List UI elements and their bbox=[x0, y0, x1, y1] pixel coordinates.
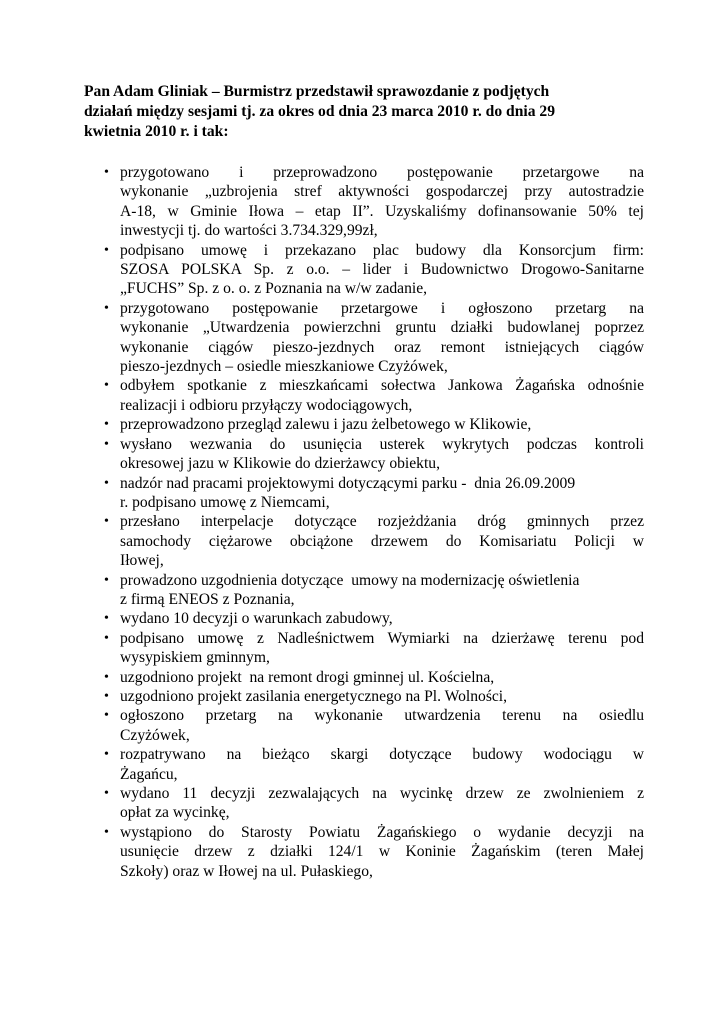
bullet-icon: • bbox=[104, 747, 109, 763]
item-line: Iłowej, bbox=[120, 552, 164, 570]
item-line: uzgodniono projekt zasilania energetycznego na Pl. Wolności, bbox=[120, 687, 508, 705]
item-line: wystąpiono do Starosty Powiatu Żagańskiego o wydanie decyzji na bbox=[120, 823, 644, 841]
bullet-icon: • bbox=[104, 300, 109, 316]
item-line: uzgodniono projekt na remont drogi gminnej ul. Kościelna, bbox=[120, 668, 495, 686]
item-line: Czyżówek, bbox=[120, 726, 190, 744]
item-line: wykonanie ciągów pieszo-jezdnych oraz remont istniejących ciągów bbox=[120, 338, 644, 356]
item-line: wykonanie „Utwardzenia powierzchni gruntu działki budowlanej poprzez bbox=[120, 319, 644, 337]
item-line: rozpatrywano na bieżąco skargi dotyczące budowy wodociągu w bbox=[120, 746, 644, 764]
item-line: pieszo-jezdnych – osiedle mieszkaniowe Czyżówek, bbox=[120, 358, 448, 376]
item-line: SZOSA POLSKA Sp. z o.o. – lider i Budownictwo Drogowo-Sanitarne bbox=[120, 261, 644, 279]
list-item bbox=[100, 376, 644, 415]
list-item bbox=[100, 512, 644, 570]
bullet-icon: • bbox=[104, 436, 109, 452]
report-heading bbox=[84, 82, 644, 142]
item-line: realizacji i odbioru przyłączy wodociągowych, bbox=[120, 396, 413, 414]
list-item bbox=[100, 609, 644, 628]
list-item bbox=[100, 745, 644, 784]
heading-line: kwietnia 2010 r. i tak: bbox=[84, 123, 229, 140]
bullet-icon: • bbox=[104, 572, 109, 588]
heading-line: Pan Adam Gliniak – Burmistrz przedstawił sprawozdanie z podjętych bbox=[84, 83, 550, 100]
item-line: wykonanie „uzbrojenia stref aktywności gospodarczej przy autostradzie bbox=[120, 183, 644, 201]
item-line: z firmą ENEOS z Poznania, bbox=[120, 590, 295, 608]
bullet-icon: • bbox=[104, 475, 109, 491]
item-line: przesłano interpelacje dotyczące rozjeżdżania dróg gminnych przez bbox=[120, 513, 644, 531]
item-line: ogłoszono przetarg na wykonanie utwardzenia terenu na osiedlu bbox=[120, 707, 644, 725]
list-item bbox=[100, 241, 644, 299]
activity-list bbox=[100, 163, 644, 881]
bullet-icon: • bbox=[104, 708, 109, 724]
item-line: r. podpisano umowę z Niemcami, bbox=[120, 493, 330, 511]
list-item bbox=[100, 687, 644, 706]
item-line: przygotowano postępowanie przetargowe i ogłoszono przetarg na bbox=[120, 299, 644, 317]
list-item bbox=[100, 435, 644, 474]
item-line: „FUCHS” Sp. z o. o. z Poznania na w/w zadanie, bbox=[120, 280, 428, 298]
item-line: prowadzono uzgodnienia dotyczące umowy na modernizację oświetlenia bbox=[120, 571, 580, 589]
item-line: Żagańcu, bbox=[120, 765, 178, 783]
item-line: wydano 11 decyzji zezwalających na wycinkę drzew ze zwolnieniem z bbox=[120, 785, 644, 802]
bullet-icon: • bbox=[104, 165, 109, 180]
item-line: podpisano umowę z Nadleśnictwem Wymiarki na dzierżawę terenu pod bbox=[120, 629, 644, 647]
bullet-icon: • bbox=[104, 786, 109, 801]
bullet-icon: • bbox=[104, 242, 109, 258]
list-item bbox=[100, 784, 644, 823]
list-item bbox=[100, 629, 644, 668]
list-item bbox=[100, 474, 644, 513]
item-line: A-18, w Gminie Iłowa – etap II”. Uzyskaliśmy dofinansowanie 50% tej bbox=[120, 202, 644, 220]
item-line: okresowej jazu w Klikowie do dzierżawcy obiektu, bbox=[120, 455, 440, 473]
list-item bbox=[100, 823, 644, 881]
list-item bbox=[100, 706, 644, 745]
item-line: przeprowadzono przegląd zalewu i jazu żelbetowego w Klikowie, bbox=[120, 416, 532, 434]
item-line: opłat za wycinkę, bbox=[120, 804, 230, 822]
bullet-icon: • bbox=[104, 669, 109, 685]
list-item bbox=[100, 299, 644, 377]
bullet-icon: • bbox=[104, 514, 109, 530]
heading-line: działań między sesjami tj. za okres od dnia 23 marca 2010 r. do dnia 29 bbox=[84, 103, 556, 120]
item-line: nadzór nad pracami projektowymi dotyczącymi parku - dnia 26.09.2009 bbox=[120, 474, 576, 492]
item-line: odbyłem spotkanie z mieszkańcami sołectwa Jankowa Żagańska odnośnie bbox=[120, 377, 644, 395]
bullet-icon: • bbox=[104, 630, 109, 646]
bullet-icon: • bbox=[104, 417, 109, 433]
item-line: wydano 10 decyzji o warunkach zabudowy, bbox=[120, 610, 393, 628]
bullet-icon: • bbox=[104, 611, 109, 627]
list-item bbox=[100, 163, 644, 241]
item-line: wysypiskiem gminnym, bbox=[120, 649, 270, 667]
list-item bbox=[100, 571, 644, 610]
bullet-icon: • bbox=[104, 688, 109, 704]
item-line: podpisano umowę i przekazano plac budowy dla Konsorcjum firm: bbox=[120, 241, 644, 259]
item-line: Szkoły) oraz w Iłowej na ul. Pułaskiego, bbox=[120, 862, 373, 880]
item-line: inwestycji tj. do wartości 3.734.329,99zł, bbox=[120, 222, 378, 240]
bullet-icon: • bbox=[104, 824, 109, 840]
bullet-icon: • bbox=[104, 378, 109, 394]
item-line: wysłano wezwania do usunięcia usterek wykrytych podczas kontroli bbox=[120, 435, 644, 453]
item-line: przygotowano i przeprowadzono postępowanie przetargowe na bbox=[120, 164, 644, 181]
list-item bbox=[100, 415, 644, 434]
list-item bbox=[100, 668, 644, 687]
item-line: usunięcie drzew z działki 124/1 w Koninie Żagańskim (teren Małej bbox=[120, 843, 644, 861]
item-line: samochody ciężarowe obciążone drzewem do Komisariatu Policji w bbox=[120, 532, 644, 550]
